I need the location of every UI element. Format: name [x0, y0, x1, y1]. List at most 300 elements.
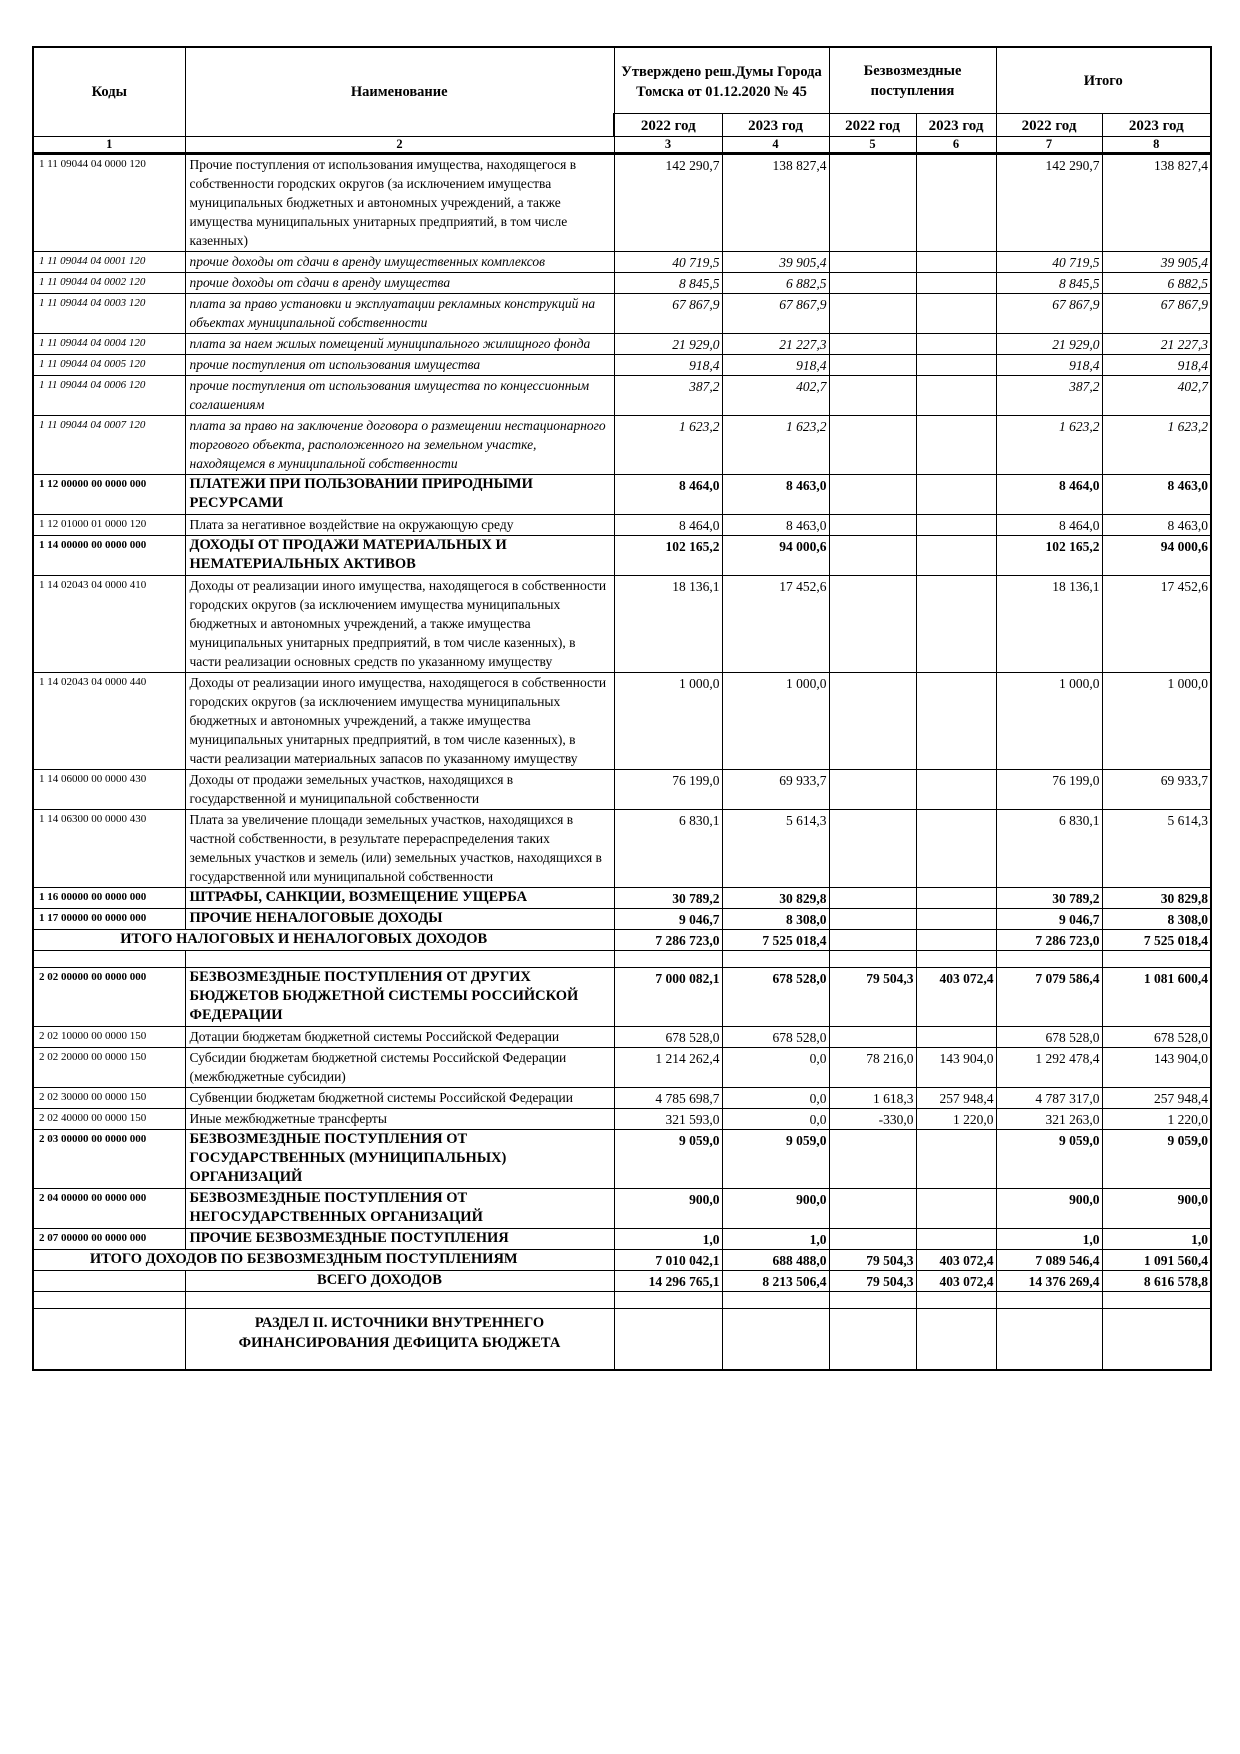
value-cell: 14 376 269,4	[996, 1271, 1102, 1292]
section-row	[33, 1309, 1211, 1371]
value-cell: 8 463,0	[722, 515, 829, 536]
value-cell: 1 214 262,4	[614, 1048, 722, 1088]
value-cell	[916, 294, 996, 334]
table-row	[33, 416, 1211, 475]
value-cell: 8 464,0	[614, 515, 722, 536]
value-cell: 39 905,4	[722, 252, 829, 273]
total-row	[33, 1250, 1211, 1271]
value-cell	[916, 909, 996, 930]
value-cell: 1 000,0	[614, 673, 722, 770]
table-row	[33, 515, 1211, 536]
value-cell: 900,0	[614, 1189, 722, 1229]
value-cell: 30 829,8	[722, 888, 829, 909]
name-cell: Доходы от реализации иного имущества, находящегося в собственности городских округов (за исключением имущества муниципальных бюджетных и автономных учреждений, а также имущества муниципальных унитарных предприятий, в том числе казенных), в части реализации материальных запасов по указанному имуществу	[185, 673, 614, 770]
value-cell	[829, 355, 916, 376]
value-cell: 1 623,2	[722, 416, 829, 475]
code-cell: 1 12 01000 01 0000 120	[33, 515, 185, 536]
value-cell: 678 528,0	[614, 1027, 722, 1048]
table-row	[33, 810, 1211, 888]
code-cell: 2 02 30000 00 0000 150	[33, 1088, 185, 1109]
value-cell: 678 528,0	[996, 1027, 1102, 1048]
col-number: 7	[996, 137, 1102, 154]
value-cell	[829, 515, 916, 536]
name-cell: Иные межбюджетные трансферты	[185, 1109, 614, 1130]
empty-cell	[996, 1309, 1102, 1371]
value-cell: 918,4	[722, 355, 829, 376]
value-cell: 918,4	[996, 355, 1102, 376]
code-cell: 1 16 00000 00 0000 000	[33, 888, 185, 909]
value-cell: 9 059,0	[614, 1130, 722, 1189]
table-row	[33, 252, 1211, 273]
value-cell: 1 000,0	[722, 673, 829, 770]
table-row	[33, 154, 1211, 252]
col-number: 1	[33, 137, 185, 154]
value-cell: 0,0	[722, 1048, 829, 1088]
name-cell: Субсидии бюджетам бюджетной системы Российской Федерации (межбюджетные субсидии)	[185, 1048, 614, 1088]
empty-cell	[916, 1292, 996, 1309]
value-cell: 76 199,0	[614, 770, 722, 810]
value-cell: 102 165,2	[614, 536, 722, 576]
year-2023-gratuitous: 2023 год	[916, 114, 996, 137]
empty-cell	[916, 951, 996, 968]
column-number-row	[33, 137, 1211, 154]
value-cell	[916, 1027, 996, 1048]
empty-cell	[829, 951, 916, 968]
table-row	[33, 770, 1211, 810]
value-cell: 142 290,7	[614, 154, 722, 252]
value-cell	[829, 1189, 916, 1229]
code-cell: 1 11 09044 04 0002 120	[33, 273, 185, 294]
year-2022-gratuitous: 2022 год	[829, 114, 916, 137]
name-cell: ДОХОДЫ ОТ ПРОДАЖИ МАТЕРИАЛЬНЫХ И НЕМАТЕРИАЛЬНЫХ АКТИВОВ	[185, 536, 614, 576]
value-cell: 67 867,9	[1102, 294, 1211, 334]
value-cell: 8 464,0	[996, 515, 1102, 536]
value-cell: 17 452,6	[722, 576, 829, 673]
col-number: 3	[614, 137, 722, 154]
value-cell: 138 827,4	[1102, 154, 1211, 252]
value-cell: 257 948,4	[916, 1088, 996, 1109]
code-cell: 2 04 00000 00 0000 000	[33, 1189, 185, 1229]
value-cell: 143 904,0	[916, 1048, 996, 1088]
name-cell: плата за наем жилых помещений муниципального жилищного фонда	[185, 334, 614, 355]
value-cell: 9 046,7	[996, 909, 1102, 930]
budget-table-sheet	[32, 46, 1210, 1371]
total-label: ИТОГО НАЛОГОВЫХ И НЕНАЛОГОВЫХ ДОХОДОВ	[33, 930, 614, 951]
value-cell: 8 464,0	[614, 475, 722, 515]
empty-cell	[614, 1309, 722, 1371]
col-number: 4	[722, 137, 829, 154]
value-cell: 8 463,0	[1102, 515, 1211, 536]
code-cell: 1 11 09044 04 0003 120	[33, 294, 185, 334]
value-cell: 900,0	[1102, 1189, 1211, 1229]
empty-cell	[722, 951, 829, 968]
value-cell: 402,7	[1102, 376, 1211, 416]
code-cell: 2 03 00000 00 0000 000	[33, 1130, 185, 1189]
value-cell: 7 000 082,1	[614, 968, 722, 1027]
value-cell	[916, 252, 996, 273]
value-cell: 21 227,3	[1102, 334, 1211, 355]
value-cell: 5 614,3	[1102, 810, 1211, 888]
name-cell: БЕЗВОЗМЕЗДНЫЕ ПОСТУПЛЕНИЯ ОТ ГОСУДАРСТВЕННЫХ (МУНИЦИПАЛЬНЫХ) ОРГАНИЗАЦИЙ	[185, 1130, 614, 1189]
value-cell: 18 136,1	[996, 576, 1102, 673]
value-cell: 138 827,4	[722, 154, 829, 252]
name-cell: Плата за негативное воздействие на окружающую среду	[185, 515, 614, 536]
name-cell: Субвенции бюджетам бюджетной системы Российской Федерации	[185, 1088, 614, 1109]
value-cell	[829, 930, 916, 951]
value-cell	[916, 475, 996, 515]
year-2023-total: 2023 год	[1102, 114, 1211, 137]
value-cell: 143 904,0	[1102, 1048, 1211, 1088]
value-cell: 17 452,6	[1102, 576, 1211, 673]
value-cell: 1 000,0	[1102, 673, 1211, 770]
value-cell	[916, 673, 996, 770]
value-cell: 8 213 506,4	[722, 1271, 829, 1292]
value-cell: 7 525 018,4	[722, 930, 829, 951]
empty-cell	[33, 951, 185, 968]
table-row	[33, 1027, 1211, 1048]
value-cell	[916, 1189, 996, 1229]
value-cell	[829, 334, 916, 355]
value-cell: 7 286 723,0	[614, 930, 722, 951]
code-cell: 1 11 09044 04 0006 120	[33, 376, 185, 416]
value-cell: 94 000,6	[722, 536, 829, 576]
table-row	[33, 576, 1211, 673]
value-cell: 6 830,1	[614, 810, 722, 888]
value-cell: 9 046,7	[614, 909, 722, 930]
code-cell: 1 11 09044 04 0007 120	[33, 416, 185, 475]
table-row	[33, 376, 1211, 416]
empty-cell	[185, 951, 614, 968]
name-cell: Плата за увеличение площади земельных участков, находящихся в частной собственности, в результате перераспределения таких земельных участков и земель (или) земельных участков, находящихся в государственной или муниципальной собственности	[185, 810, 614, 888]
code-cell: 1 14 02043 04 0000 440	[33, 673, 185, 770]
value-cell: 402,7	[722, 376, 829, 416]
revenue-table	[32, 46, 1212, 1371]
value-cell: 900,0	[996, 1189, 1102, 1229]
value-cell: 4 785 698,7	[614, 1088, 722, 1109]
value-cell: 9 059,0	[722, 1130, 829, 1189]
value-cell: 1 623,2	[614, 416, 722, 475]
value-cell: 6 830,1	[996, 810, 1102, 888]
value-cell	[829, 154, 916, 252]
value-cell	[829, 376, 916, 416]
value-cell: 18 136,1	[614, 576, 722, 673]
value-cell: 321 593,0	[614, 1109, 722, 1130]
empty-cell	[33, 1271, 185, 1292]
value-cell: 39 905,4	[1102, 252, 1211, 273]
name-cell: ПРОЧИЕ БЕЗВОЗМЕЗДНЫЕ ПОСТУПЛЕНИЯ	[185, 1229, 614, 1250]
value-cell: 5 614,3	[722, 810, 829, 888]
value-cell: 8 308,0	[1102, 909, 1211, 930]
value-cell: 21 929,0	[614, 334, 722, 355]
value-cell	[916, 930, 996, 951]
value-cell	[829, 536, 916, 576]
value-cell: 1 220,0	[1102, 1109, 1211, 1130]
value-cell: 69 933,7	[1102, 770, 1211, 810]
year-2022-total: 2022 год	[996, 114, 1102, 137]
name-cell: БЕЗВОЗМЕЗДНЫЕ ПОСТУПЛЕНИЯ ОТ НЕГОСУДАРСТВЕННЫХ ОРГАНИЗАЦИЙ	[185, 1189, 614, 1229]
value-cell: 14 296 765,1	[614, 1271, 722, 1292]
code-cell: 2 07 00000 00 0000 000	[33, 1229, 185, 1250]
total-row	[33, 930, 1211, 951]
empty-cell	[1102, 1309, 1211, 1371]
value-cell: 1 292 478,4	[996, 1048, 1102, 1088]
value-cell: 1,0	[1102, 1229, 1211, 1250]
table-row	[33, 273, 1211, 294]
value-cell: 8 308,0	[722, 909, 829, 930]
value-cell	[829, 416, 916, 475]
value-cell: 0,0	[722, 1109, 829, 1130]
year-2022-approved: 2022 год	[614, 114, 722, 137]
code-cell: 1 14 06000 00 0000 430	[33, 770, 185, 810]
value-cell: 1 081 600,4	[1102, 968, 1211, 1027]
value-cell: 0,0	[722, 1088, 829, 1109]
value-cell	[916, 1229, 996, 1250]
code-cell: 2 02 40000 00 0000 150	[33, 1109, 185, 1130]
table-row	[33, 1229, 1211, 1250]
value-cell	[829, 1229, 916, 1250]
code-cell: 1 11 09044 04 0005 120	[33, 355, 185, 376]
header-approved: Утверждено реш.Думы Города Томска от 01.12.2020 № 45	[614, 47, 829, 114]
header-name: Наименование	[185, 47, 614, 137]
name-cell: Доходы от продажи земельных участков, находящихся в государственной и муниципальной собственности	[185, 770, 614, 810]
value-cell: 7 525 018,4	[1102, 930, 1211, 951]
value-cell	[916, 154, 996, 252]
col-number: 8	[1102, 137, 1211, 154]
value-cell: -330,0	[829, 1109, 916, 1130]
value-cell: 40 719,5	[614, 252, 722, 273]
table-row	[33, 536, 1211, 576]
value-cell: 30 789,2	[996, 888, 1102, 909]
value-cell: 6 882,5	[1102, 273, 1211, 294]
code-cell: 1 14 00000 00 0000 000	[33, 536, 185, 576]
value-cell: 387,2	[996, 376, 1102, 416]
value-cell: 678 528,0	[722, 1027, 829, 1048]
code-cell: 2 02 20000 00 0000 150	[33, 1048, 185, 1088]
value-cell: 8 845,5	[614, 273, 722, 294]
empty-cell	[996, 951, 1102, 968]
code-cell: 2 02 00000 00 0000 000	[33, 968, 185, 1027]
value-cell	[829, 888, 916, 909]
code-cell: 1 11 09044 04 0000 120	[33, 154, 185, 252]
value-cell	[829, 576, 916, 673]
value-cell: 79 504,3	[829, 1271, 916, 1292]
value-cell: 688 488,0	[722, 1250, 829, 1271]
code-cell: 1 14 02043 04 0000 410	[33, 576, 185, 673]
code-cell: 1 12 00000 00 0000 000	[33, 475, 185, 515]
value-cell: 1,0	[722, 1229, 829, 1250]
table-row	[33, 1048, 1211, 1088]
value-cell: 8 616 578,8	[1102, 1271, 1211, 1292]
value-cell: 678 528,0	[1102, 1027, 1211, 1048]
col-number: 5	[829, 137, 916, 154]
value-cell: 30 829,8	[1102, 888, 1211, 909]
value-cell: 1 091 560,4	[1102, 1250, 1211, 1271]
value-cell: 6 882,5	[722, 273, 829, 294]
code-cell: 1 14 06300 00 0000 430	[33, 810, 185, 888]
value-cell	[916, 376, 996, 416]
value-cell: 1 220,0	[916, 1109, 996, 1130]
empty-cell	[722, 1309, 829, 1371]
value-cell: 78 216,0	[829, 1048, 916, 1088]
table-row	[33, 355, 1211, 376]
value-cell	[829, 909, 916, 930]
empty-cell	[614, 1292, 722, 1309]
name-cell: прочие доходы от сдачи в аренду имущества	[185, 273, 614, 294]
value-cell	[829, 273, 916, 294]
value-cell: 1 623,2	[996, 416, 1102, 475]
header-row	[33, 47, 1211, 114]
table-row	[33, 888, 1211, 909]
name-cell: прочие доходы от сдачи в аренду имущественных комплексов	[185, 252, 614, 273]
value-cell	[829, 673, 916, 770]
header-gratuitous: Безвозмездные поступления	[829, 47, 996, 114]
col-number: 6	[916, 137, 996, 154]
value-cell: 1,0	[614, 1229, 722, 1250]
value-cell: 7 286 723,0	[996, 930, 1102, 951]
value-cell: 387,2	[614, 376, 722, 416]
table-row	[33, 1088, 1211, 1109]
value-cell: 257 948,4	[1102, 1088, 1211, 1109]
value-cell: 8 464,0	[996, 475, 1102, 515]
value-cell: 8 463,0	[722, 475, 829, 515]
value-cell: 403 072,4	[916, 968, 996, 1027]
value-cell	[916, 770, 996, 810]
value-cell: 21 929,0	[996, 334, 1102, 355]
name-cell: прочие поступления от использования имущества	[185, 355, 614, 376]
value-cell: 1 618,3	[829, 1088, 916, 1109]
value-cell: 69 933,7	[722, 770, 829, 810]
value-cell	[829, 770, 916, 810]
value-cell	[916, 334, 996, 355]
name-cell: Доходы от реализации иного имущества, находящегося в собственности городских округов (за исключением имущества муниципальных бюджетных и автономных учреждений, а также имущества муниципальных унитарных предприятий, в том числе казенных), в части реализации основных средств по указанному имуществу	[185, 576, 614, 673]
code-cell: 2 02 10000 00 0000 150	[33, 1027, 185, 1048]
table-row	[33, 334, 1211, 355]
table-row	[33, 673, 1211, 770]
empty-row	[33, 951, 1211, 968]
value-cell: 94 000,6	[1102, 536, 1211, 576]
empty-cell	[916, 1309, 996, 1371]
empty-cell	[996, 1292, 1102, 1309]
table-row	[33, 475, 1211, 515]
name-cell: ПЛАТЕЖИ ПРИ ПОЛЬЗОВАНИИ ПРИРОДНЫМИ РЕСУРСАМИ	[185, 475, 614, 515]
header-codes: Коды	[33, 47, 185, 137]
name-cell: плата за право на заключение договора о размещении нестационарного торгового объекта, расположенного на земельном участке, находящемся в муниципальной собственности	[185, 416, 614, 475]
value-cell: 76 199,0	[996, 770, 1102, 810]
empty-cell	[829, 1309, 916, 1371]
value-cell: 67 867,9	[996, 294, 1102, 334]
value-cell: 8 463,0	[1102, 475, 1211, 515]
name-cell: БЕЗВОЗМЕЗДНЫЕ ПОСТУПЛЕНИЯ ОТ ДРУГИХ БЮДЖЕТОВ БЮДЖЕТНОЙ СИСТЕМЫ РОССИЙСКОЙ ФЕДЕРАЦИИ	[185, 968, 614, 1027]
value-cell: 321 263,0	[996, 1109, 1102, 1130]
table-row	[33, 968, 1211, 1027]
empty-cell	[1102, 1292, 1211, 1309]
value-cell: 900,0	[722, 1189, 829, 1229]
value-cell: 918,4	[1102, 355, 1211, 376]
table-row	[33, 909, 1211, 930]
table-row	[33, 1189, 1211, 1229]
name-cell: ШТРАФЫ, САНКЦИИ, ВОЗМЕЩЕНИЕ УЩЕРБА	[185, 888, 614, 909]
value-cell	[916, 1130, 996, 1189]
total-label: ИТОГО ДОХОДОВ ПО БЕЗВОЗМЕЗДНЫМ ПОСТУПЛЕНИЯМ	[33, 1250, 614, 1271]
empty-cell	[33, 1292, 185, 1309]
col-number: 2	[185, 137, 614, 154]
value-cell: 1 000,0	[996, 673, 1102, 770]
value-cell	[829, 810, 916, 888]
value-cell: 403 072,4	[916, 1271, 996, 1292]
value-cell: 67 867,9	[614, 294, 722, 334]
value-cell: 40 719,5	[996, 252, 1102, 273]
value-cell: 79 504,3	[829, 1250, 916, 1271]
name-cell: Прочие поступления от использования имущества, находящегося в собственности городских округов (за исключением имущества муниципальных бюджетных и автономных учреждений, а также имущества муниципальных унитарных предприятий, в том числе казенных)	[185, 154, 614, 252]
value-cell: 67 867,9	[722, 294, 829, 334]
value-cell	[916, 888, 996, 909]
empty-cell	[614, 951, 722, 968]
name-cell: прочие поступления от использования имущества по концессионным соглашениям	[185, 376, 614, 416]
header-total: Итого	[996, 47, 1211, 114]
value-cell	[916, 810, 996, 888]
name-cell: ПРОЧИЕ НЕНАЛОГОВЫЕ ДОХОДЫ	[185, 909, 614, 930]
value-cell	[829, 252, 916, 273]
value-cell: 4 787 317,0	[996, 1088, 1102, 1109]
empty-cell	[722, 1292, 829, 1309]
value-cell: 142 290,7	[996, 154, 1102, 252]
code-cell: 1 17 00000 00 0000 000	[33, 909, 185, 930]
section-title: РАЗДЕЛ II. ИСТОЧНИКИ ВНУТРЕННЕГО ФИНАНСИРОВАНИЯ ДЕФИЦИТА БЮДЖЕТА	[185, 1309, 614, 1371]
value-cell: 403 072,4	[916, 1250, 996, 1271]
value-cell	[829, 1027, 916, 1048]
name-cell: плата за право установки и эксплуатации рекламных конструкций на объектах муниципальной собственности	[185, 294, 614, 334]
value-cell: 7 079 586,4	[996, 968, 1102, 1027]
code-cell: 1 11 09044 04 0004 120	[33, 334, 185, 355]
value-cell	[916, 576, 996, 673]
value-cell: 918,4	[614, 355, 722, 376]
value-cell: 1 623,2	[1102, 416, 1211, 475]
empty-cell	[1102, 951, 1211, 968]
value-cell	[829, 294, 916, 334]
value-cell: 8 845,5	[996, 273, 1102, 294]
value-cell	[916, 536, 996, 576]
value-cell: 9 059,0	[1102, 1130, 1211, 1189]
total-label: ВСЕГО ДОХОДОВ	[185, 1271, 614, 1292]
value-cell: 79 504,3	[829, 968, 916, 1027]
grand-total-row	[33, 1271, 1211, 1292]
table-row	[33, 1109, 1211, 1130]
empty-cell	[829, 1292, 916, 1309]
empty-cell	[33, 1309, 185, 1371]
value-cell	[829, 475, 916, 515]
name-cell: Дотации бюджетам бюджетной системы Российской Федерации	[185, 1027, 614, 1048]
value-cell	[916, 273, 996, 294]
value-cell: 21 227,3	[722, 334, 829, 355]
value-cell	[829, 1130, 916, 1189]
value-cell: 678 528,0	[722, 968, 829, 1027]
value-cell: 30 789,2	[614, 888, 722, 909]
empty-cell	[185, 1292, 614, 1309]
year-2023-approved: 2023 год	[722, 114, 829, 137]
code-cell: 1 11 09044 04 0001 120	[33, 252, 185, 273]
value-cell	[916, 416, 996, 475]
value-cell	[916, 515, 996, 536]
table-row	[33, 294, 1211, 334]
value-cell	[916, 355, 996, 376]
value-cell: 102 165,2	[996, 536, 1102, 576]
value-cell: 1,0	[996, 1229, 1102, 1250]
value-cell: 7 089 546,4	[996, 1250, 1102, 1271]
empty-row	[33, 1292, 1211, 1309]
value-cell: 7 010 042,1	[614, 1250, 722, 1271]
table-row	[33, 1130, 1211, 1189]
value-cell: 9 059,0	[996, 1130, 1102, 1189]
